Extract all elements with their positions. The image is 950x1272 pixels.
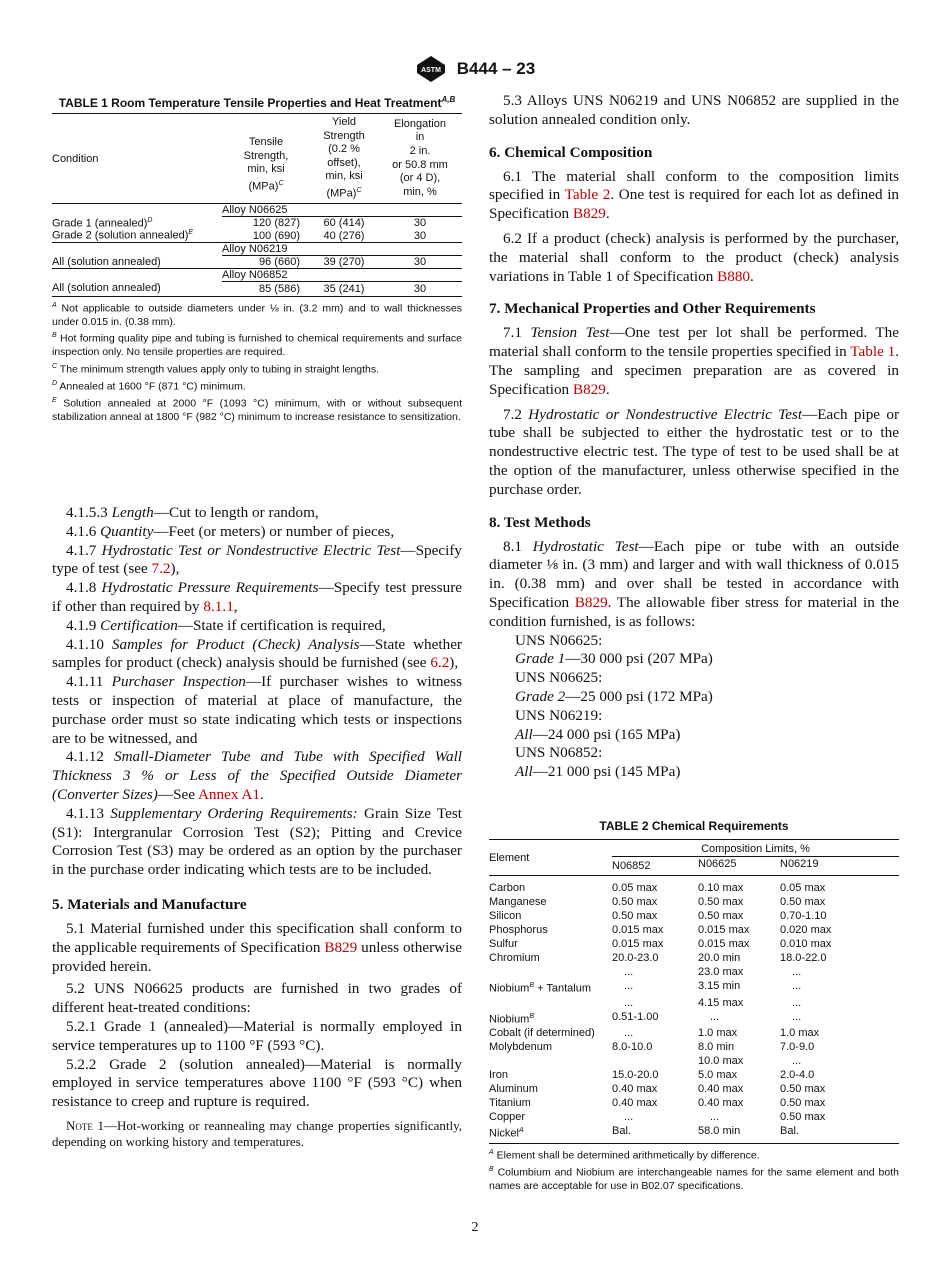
page-header <box>0 55 950 85</box>
value-cell: Bal. <box>780 1125 799 1138</box>
table-row <box>489 996 899 1010</box>
list-item: UNS N06852: <box>515 744 603 762</box>
para-53: 5.3 Alloys UNS N06219 and UNS N06852 are supplied in the solution annealed condition only. <box>489 92 899 128</box>
table-row <box>489 923 899 937</box>
element-cell: Niobium$^B$ + Tantalum <box>489 982 592 995</box>
value-cell: 0.50 max <box>612 896 658 908</box>
value-cell: 0.50 max <box>780 1083 826 1096</box>
table-row <box>489 1096 899 1110</box>
para-418: 4.1.8 Hydrostatic Pressure Requirements—Specify test pressure if other than required by 8.1.1, <box>52 579 462 615</box>
value-cell: 8.0-10.0 <box>612 1041 653 1054</box>
table-row <box>489 1082 899 1096</box>
link-b829[interactable]: B829 <box>572 380 606 398</box>
value-cell: 0.05 max <box>780 882 826 894</box>
link-annex-a1[interactable]: Annex A1 <box>197 785 260 803</box>
value-cell: 0.50 max <box>780 1097 826 1110</box>
list-item: All—24 000 psi (165 MPa) <box>515 725 681 743</box>
value-cell: 0.70-1.10 <box>780 910 827 922</box>
section-5-heading: 5. Materials and Manufacture <box>52 895 247 913</box>
value-cell: 5.0 max <box>698 1069 738 1082</box>
value-cell: ... <box>624 1027 634 1040</box>
value-cell: 4.15 max <box>698 996 744 1009</box>
table-row <box>489 1054 899 1068</box>
document-id: B444 – 23 <box>456 59 536 78</box>
value-cell: 2.0-4.0 <box>780 1069 815 1082</box>
element-cell: Manganese <box>489 896 547 908</box>
col-n06625: N06625 <box>698 858 737 870</box>
value-cell: Bal. <box>612 1125 631 1138</box>
element-cell: Phosphorus <box>489 924 548 936</box>
table-row <box>489 876 899 896</box>
value-cell: 0.50 max <box>780 896 826 908</box>
element-cell: Chromium <box>489 952 540 964</box>
para-51: 5.1 Material furnished under this specification shall conform to the applicable requirements of Specification B829 unless otherwise provided herein. <box>52 919 462 975</box>
value-cell: 0.50 max <box>698 896 744 908</box>
table2-footnotes: $^A$ Element shall be determined arithmetically by difference. $^B$ Columbium and Niobium are interchangeable names for the same element and both names are acceptable for use in B02.07 specifications. <box>489 1148 899 1193</box>
element-cell <box>489 996 612 1010</box>
para-4111: 4.1.11 Purchaser Inspection—If purchaser wishes to witness tests or inspection of material at place of manufacture, the purchase order must so state indicating which tests or inspections are to be witnessed, and <box>52 673 462 747</box>
value-cell: 0.50 max <box>698 910 744 922</box>
element-cell: Molybdenum <box>489 1041 552 1054</box>
table-row <box>489 1110 899 1124</box>
link-6-2[interactable]: 6.2 <box>430 654 450 672</box>
para-521: 5.2.1 Grade 1 (annealed)—Material is normally employed in service temperatures up to 1100 °F (593 °C). <box>52 1017 462 1054</box>
element-cell <box>489 1054 612 1068</box>
table-row <box>489 1124 899 1143</box>
para-71: 7.1 Tension Test—One test per lot shall be performed. The material shall conform to the tensile properties specified in Table 1. The sampling and specimen preparation are as covered in Specification B829. <box>489 324 900 398</box>
value-cell: 0.015 max <box>698 924 750 936</box>
table-row <box>489 1068 899 1082</box>
value-cell: 0.015 max <box>612 924 664 936</box>
value-cell: 8.0 min <box>698 1041 735 1054</box>
value-cell: 18.0-22.0 <box>780 952 827 964</box>
table1 <box>52 113 462 297</box>
value-cell: ... <box>792 1010 802 1023</box>
svg-text:ASTM: ASTM <box>420 67 441 74</box>
table-row <box>489 1040 899 1054</box>
value-cell: 0.40 max <box>612 1097 658 1110</box>
value-cell: 0.010 max <box>780 938 832 950</box>
table2-caption: TABLE 2 Chemical Requirements <box>599 819 789 833</box>
para-52: 5.2 UNS N06625 products are furnished in two grades of different heat-treated conditions: <box>52 980 462 1017</box>
para-4113: 4.1.13 Supplementary Ordering Requirements: Grain Size Test (S1): Intergranular Corrosion Test (S2); Pitting and Crevice Corrosion Test (S3) may be ordered as an option by the purchaser in the purchase order indicating which tests are to be included. <box>52 804 462 879</box>
para-62: 6.2 If a product (check) analysis is performed by the purchaser, the material shall conform to the product (check) analysis variations in Table 1 of Specification B880. <box>489 229 899 285</box>
table1-header <box>52 114 462 204</box>
table-row: All (solution annealed) 85 (586) 35 (241) 30 <box>52 282 462 297</box>
value-cell: ... <box>624 966 634 978</box>
link-table-1[interactable]: Table 1 <box>850 343 896 361</box>
group-label: Alloy N06852 <box>222 269 378 282</box>
table-row: All (solution annealed) 96 (660) 39 (270) 30 <box>52 255 427 269</box>
group-label: Alloy N06625 <box>222 204 378 217</box>
table-row <box>489 1026 899 1040</box>
value-cell: 15.0-20.0 <box>612 1069 659 1082</box>
table-row <box>489 909 899 923</box>
para-61: 6.1 The material shall conform to the composition limits specified in Table 2. One test is required for each lot as defined in Specification B829. <box>489 167 900 223</box>
value-cell: 0.015 max <box>612 938 664 950</box>
table-row <box>489 965 899 979</box>
table-row: Grade 1 (annealed)$^D$ 120 (827) 60 (414) 30 <box>52 216 427 230</box>
link-b829[interactable]: B829 <box>574 593 608 611</box>
col-yield: Yield Strength (0.2 % offset), min, ksi (MPa)$^C$ <box>310 114 378 204</box>
table-row <box>489 979 899 996</box>
col-condition: Condition <box>52 152 99 165</box>
element-cell: Copper <box>489 1111 526 1124</box>
right-column <box>489 92 900 1193</box>
stress-list <box>489 632 899 782</box>
value-cell: 0.015 max <box>698 938 750 950</box>
value-cell: ... <box>710 1111 720 1124</box>
table2-block <box>489 819 899 1194</box>
astm-logo-icon <box>415 55 447 83</box>
element-cell: Sulfur <box>489 938 518 950</box>
list-item: All—21 000 psi (145 MPa) <box>515 763 681 781</box>
link-8-1-1[interactable]: 8.1.1 <box>203 597 234 615</box>
element-cell: Niobium$^B$ <box>489 1012 535 1026</box>
value-cell: 0.40 max <box>612 1083 658 1096</box>
value-cell: ... <box>792 1055 802 1068</box>
value-cell: 0.51-1.00 <box>612 1010 659 1023</box>
page-number: 2 <box>471 1220 479 1235</box>
link-7-2[interactable]: 7.2 <box>151 560 171 578</box>
table1-caption: TABLE 1 Room Temperature Tensile Properties and Heat Treatment$^{A,B}$ <box>58 95 456 110</box>
value-cell: 0.40 max <box>698 1083 744 1096</box>
table-row: Grade 2 (solution annealed)$^E$ 100 (690) 40 (276) 30 <box>52 229 427 243</box>
table1-footnotes: $^A$ Not applicable to outside diameters under ⅛ in. (3.2 mm) and to wall thicknesses under 0.015 in. (0.38 mm). $^B$ Hot forming quality pipe and tubing is furnished to chemical requirements and surface inspection only. No tensile properties are required. $^C$ The minimum strength values apply only to tubing in straight lengths. $^D$ Annealed at 1600 °F (871 °C) minimum. $^E$ Solution annealed at 2000 °F (1093 °C) minimum, with or without subsequent stabilization anneal at 1800 °F (982 °C) minimum to increase resistance to sensitization. <box>52 301 462 424</box>
col-n06852: N06852 <box>612 860 651 872</box>
value-cell: 0.05 max <box>612 882 658 894</box>
value-cell: ... <box>792 996 802 1009</box>
value-cell: 0.40 max <box>698 1097 744 1110</box>
section-6-heading: 6. Chemical Composition <box>489 143 653 161</box>
col-element: Element <box>489 840 612 876</box>
col-group: Composition Limits, % <box>612 840 899 857</box>
value-cell: 58.0 min <box>698 1125 741 1138</box>
group-label: Alloy N06219 <box>222 243 378 256</box>
value-cell: ... <box>624 1111 634 1124</box>
para-4110: 4.1.10 Samples for Product (Check) Analysis—State whether samples for product (check) analysis should be furnished (see 6.2), <box>52 635 462 672</box>
para-522: 5.2.2 Grade 2 (solution annealed)—Material is normally employed in service temperatures above 1100 °F (593 °C) when resistance to creep and rupture is required. <box>52 1055 462 1111</box>
value-cell: 10.0 max <box>698 1055 744 1068</box>
para-72: 7.2 Hydrostatic or Nondestructive Electric Test—Each pipe or tube shall be subjected to either the hydrostatic test or to the nondestructive electric test. The type of test to be used shall be at the option of the manufacturer, unless otherwise specified in the purchase order. <box>489 405 899 498</box>
col-elongation: Elongation in 2 in. or 50.8 mm (or 4 D), min, % <box>378 114 462 204</box>
para-419: 4.1.9 Certification—State if certification is required, <box>66 616 386 634</box>
value-cell: ... <box>710 1010 720 1023</box>
value-cell: 1.0 max <box>698 1027 738 1040</box>
table-row <box>489 951 899 965</box>
element-cell <box>489 965 612 979</box>
element-cell: Carbon <box>489 882 526 894</box>
element-cell: Titanium <box>489 1097 531 1110</box>
link-b829[interactable]: B829 <box>572 205 606 223</box>
section-8-heading: 8. Test Methods <box>489 513 591 531</box>
ordering-list <box>52 504 462 1150</box>
element-cell: Cobalt (if determined) <box>489 1027 595 1040</box>
value-cell: 0.020 max <box>780 924 832 936</box>
list-item: UNS N06219: <box>515 706 603 724</box>
para-4153: 4.1.5.3 Length—Cut to length or random, <box>66 504 319 521</box>
value-cell: 0.10 max <box>698 882 744 894</box>
value-cell: 3.15 min <box>698 980 741 992</box>
note-1: Note 1—Hot-working or reannealing may change properties significantly, depending on working history and temperatures. <box>52 1117 462 1149</box>
section-7-heading: 7. Mechanical Properties and Other Requirements <box>489 300 816 318</box>
col-n06219: N06219 <box>780 858 819 870</box>
table-row <box>489 895 899 909</box>
link-b829[interactable]: B829 <box>324 938 358 956</box>
value-cell: 0.50 max <box>780 1111 826 1124</box>
para-416: 4.1.6 Quantity—Feet (or meters) or number of pieces, <box>66 522 395 540</box>
table-row <box>489 1010 899 1027</box>
value-cell: ... <box>792 980 802 992</box>
list-item: Grade 2—25 000 psi (172 MPa) <box>515 687 713 705</box>
value-cell: ... <box>624 980 634 992</box>
element-cell: Silicon <box>489 910 522 922</box>
list-item: UNS N06625: <box>515 631 603 649</box>
element-cell: Iron <box>489 1069 508 1082</box>
table-row <box>489 937 899 951</box>
value-cell: 0.50 max <box>612 910 658 922</box>
value-cell: ... <box>792 966 802 978</box>
para-81: 8.1 Hydrostatic Test—Each pipe or tube with an outside diameter ⅛ in. (3 mm) and larger and with wall thickness of 0.015 in. (0.38 mm) and over shall be tested in accordance with Specification B829. The allowable fiber stress for material in the condition furnished, is as follows: <box>489 537 899 630</box>
value-cell: 23.0 max <box>698 966 744 978</box>
table2 <box>489 839 899 1144</box>
value-cell: 20.0-23.0 <box>612 952 659 964</box>
value-cell: ... <box>624 996 634 1009</box>
list-item: Grade 1—30 000 psi (207 MPa) <box>515 650 713 668</box>
element-cell: Aluminum <box>489 1083 538 1096</box>
element-cell: Nickel$^A$ <box>489 1127 524 1140</box>
list-item: UNS N06625: <box>515 669 603 687</box>
value-cell: 7.0-9.0 <box>780 1041 815 1054</box>
link-table-2[interactable]: Table 2 <box>564 186 611 204</box>
left-column <box>52 92 463 1149</box>
table2-header <box>489 840 899 857</box>
value-cell <box>612 1054 698 1068</box>
col-tensile: Tensile Strength, min, ksi (MPa)$^C$ <box>222 114 310 204</box>
para-4112: 4.1.12 Small-Diameter Tube and Tube with Specified Wall Thickness 3 % or Less of the Specified Outside Diameter (Converter Sizes)—See Annex A1. <box>52 748 463 803</box>
value-cell: 1.0 max <box>780 1027 820 1040</box>
para-417: 4.1.7 Hydrostatic Test or Nondestructive Electric Test—Specify type of test (see 7.2), <box>52 541 463 578</box>
value-cell: 20.0 min <box>698 952 741 964</box>
link-b880[interactable]: B880 <box>717 267 751 285</box>
